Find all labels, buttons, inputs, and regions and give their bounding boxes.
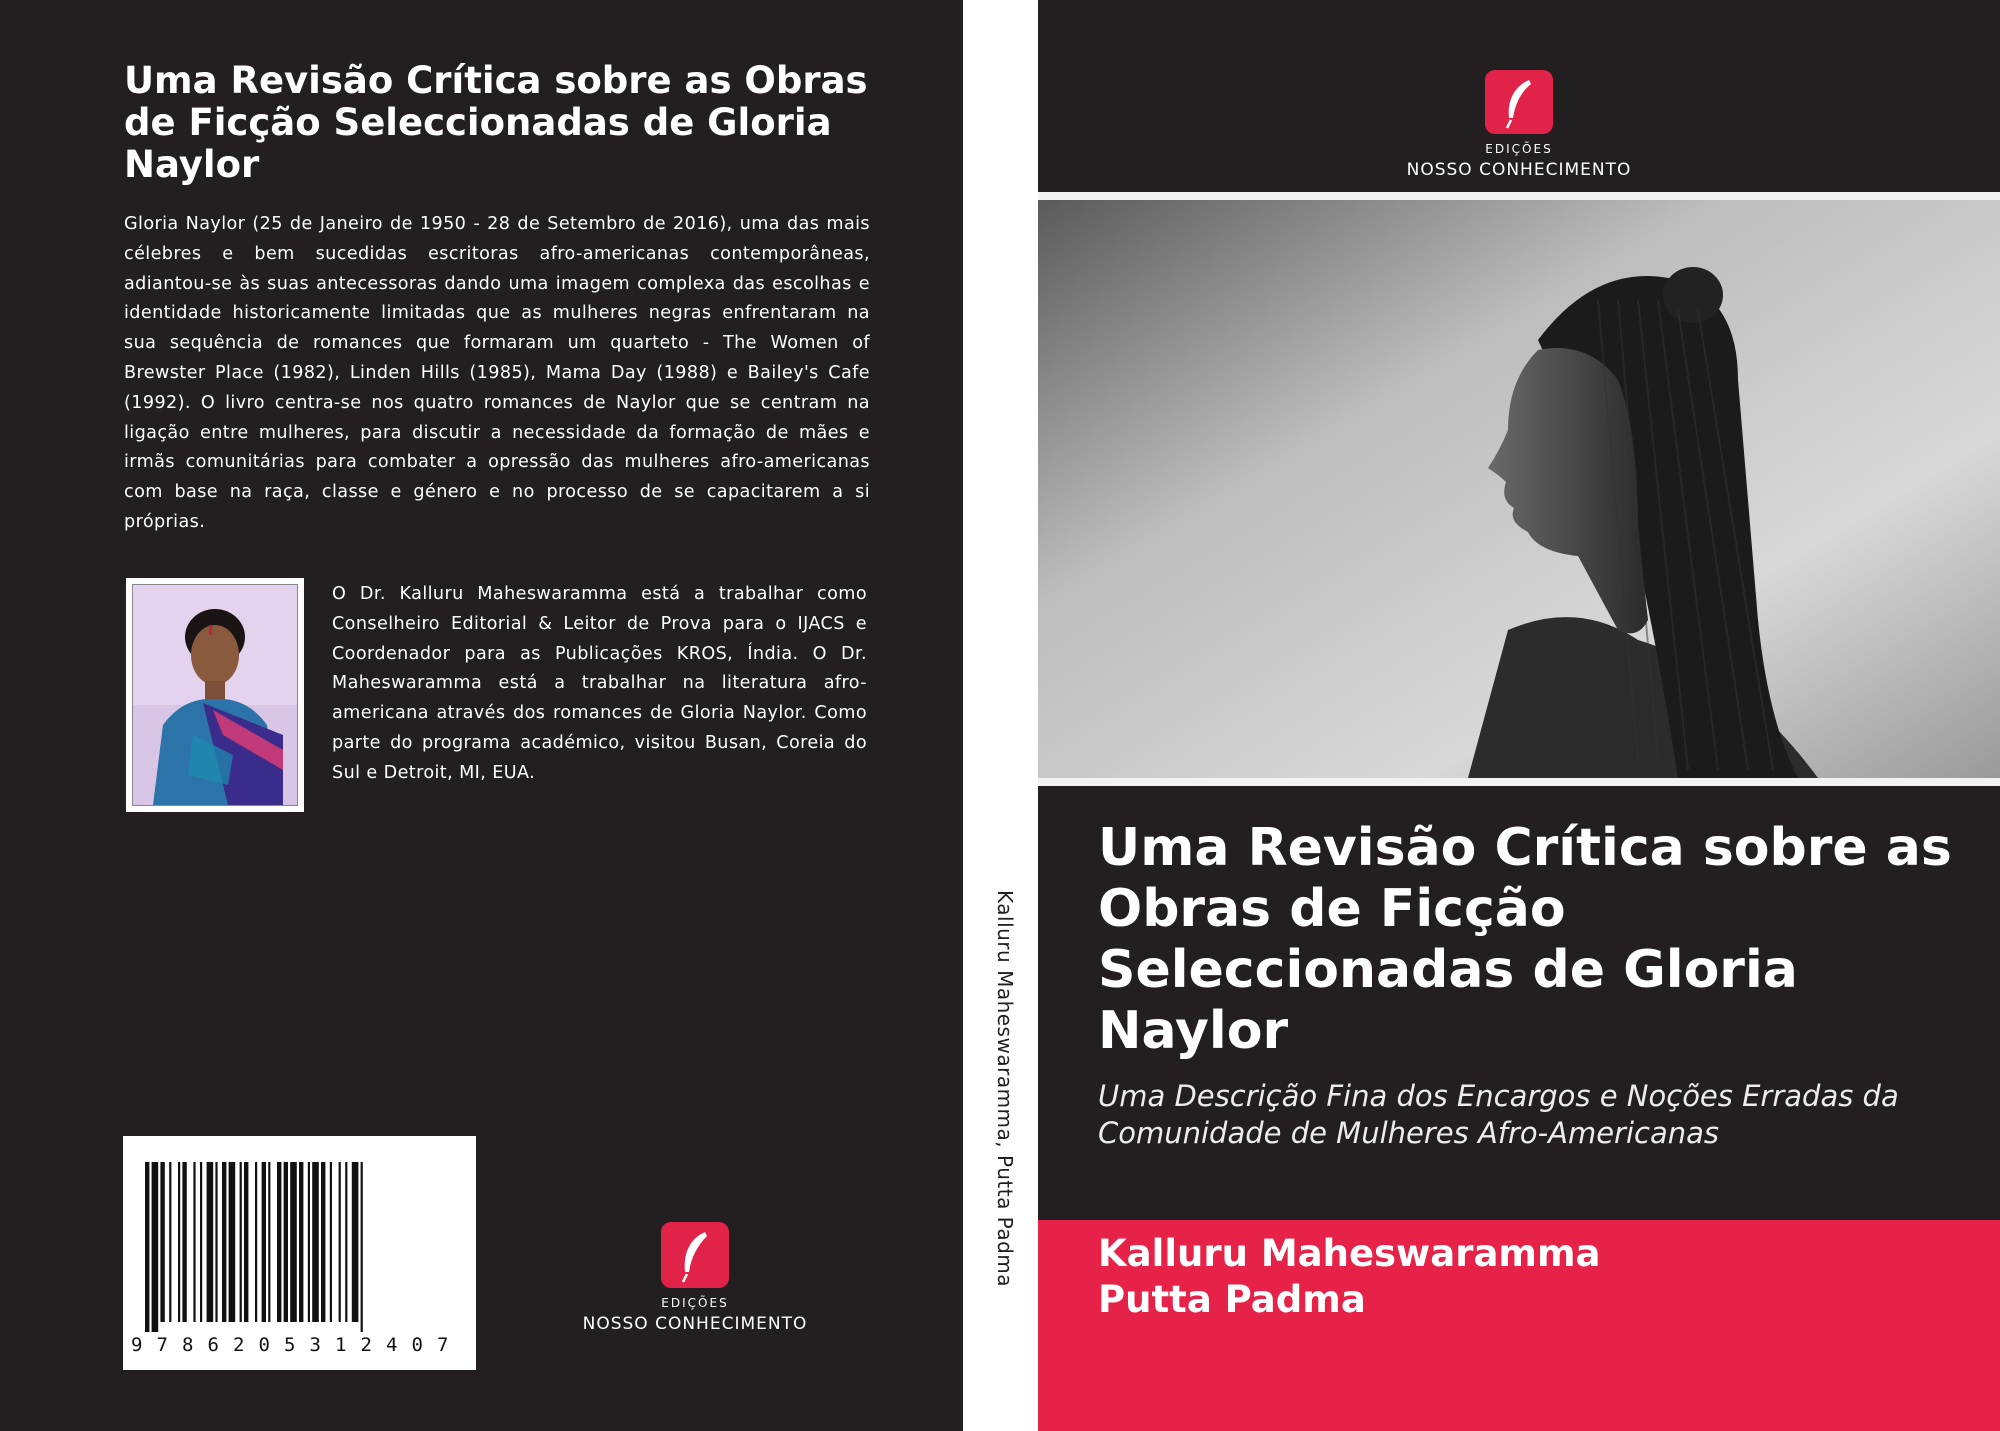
barcode-bar xyxy=(262,1162,266,1322)
isbn-digit: 9 xyxy=(131,1334,143,1356)
back-cover-title: Uma Revisão Crítica sobre as Obras de Ficção Seleccionadas de Gloria Naylor xyxy=(124,59,868,186)
barcode-bar xyxy=(321,1162,325,1322)
barcode-bar xyxy=(240,1162,242,1322)
barcode-icon xyxy=(123,1136,476,1336)
feather-logo-icon xyxy=(1485,70,1553,134)
isbn-digit: 2 xyxy=(233,1334,245,1356)
isbn-digit: 3 xyxy=(309,1334,321,1356)
isbn-number xyxy=(123,1334,476,1360)
author-name-2: Putta Padma xyxy=(1098,1278,1366,1321)
barcode-bar xyxy=(284,1162,288,1322)
barcode-bar xyxy=(215,1162,217,1322)
isbn-digit: 6 xyxy=(207,1334,219,1356)
isbn-digit: 2 xyxy=(360,1334,372,1356)
cover-portrait-image xyxy=(1038,200,2000,778)
barcode-bar xyxy=(152,1162,159,1332)
barcode-bar xyxy=(339,1162,341,1322)
barcode-bar xyxy=(255,1162,257,1322)
publisher-name: NOSSO CONHECIMENTO xyxy=(582,1314,808,1334)
barcode-bar xyxy=(182,1162,186,1322)
barcode-bar xyxy=(229,1162,236,1322)
barcode-bar xyxy=(277,1162,281,1322)
isbn-digit: 8 xyxy=(182,1334,194,1356)
barcode-bar xyxy=(268,1162,270,1322)
barcode-bar xyxy=(361,1162,363,1332)
isbn-digit: 0 xyxy=(258,1334,270,1356)
author-band xyxy=(1038,1220,2000,1431)
barcode-bar xyxy=(160,1162,164,1322)
isbn-digit: 1 xyxy=(335,1334,347,1356)
spine-label xyxy=(975,890,1025,1288)
isbn-digit: 5 xyxy=(284,1334,296,1356)
spine-authors: Kalluru Maheswaramma, Putta Padma xyxy=(993,890,1017,1288)
barcode-bar xyxy=(207,1162,214,1322)
publisher-edicoes: EDIÇÕES xyxy=(1485,142,1553,156)
cover-photo-frame xyxy=(1038,192,2000,786)
isbn-digit: 7 xyxy=(437,1334,449,1356)
barcode-bar xyxy=(222,1162,226,1322)
barcode-bar xyxy=(169,1162,171,1322)
front-cover-title: Uma Revisão Crítica sobre as Obras de Ficção Seleccionadas de Gloria Naylor xyxy=(1098,818,1952,1061)
barcode-bar xyxy=(193,1162,195,1322)
feather-logo-icon xyxy=(661,1222,729,1288)
back-cover-blurb: Gloria Naylor (25 de Janeiro de 1950 - 28 de Setembro de 2016), uma das mais célebres e bem sucedidas escritoras afro-americanas contemporâneas, adiantou-se às suas antecessoras dando uma imagem complexa das escolhas e identidade historicamente limitadas que as mulheres negras enfrentaram na sua sequência de romances que formaram um quarteto - The Women of Brewster Place (1982), Linden Hills (1985), Mama Day (1988) e Bailey's Cafe (1992). O livro centra-se nos quatro romances de Naylor que se centram na ligação entre mulheres, para discutir a necessidade da formação de mães e irmãs comunitárias para combater a opressão das mulheres afro-americanas com base na raça, classe e género e no processo de se capacitarem a si próprias. xyxy=(124,214,870,532)
barcode-bar xyxy=(299,1162,303,1322)
barcode-bar xyxy=(290,1162,297,1322)
author-bio: O Dr. Kalluru Maheswaramma está a trabalhar como Conselheiro Editorial & Leitor de Prova para o IJACS e Coordenador para as Publicações KROS, Índia. O Dr. Maheswaramma está a trabalhar na literatura afro-americana através dos romances de Gloria Naylor. Como parte do programa académico, visitou Busan, Coreia do Sul e Detroit, MI, EUA. xyxy=(332,584,867,783)
back-publisher-logo xyxy=(580,1222,810,1334)
isbn-digit: 0 xyxy=(411,1334,423,1356)
front-publisher-logo xyxy=(1384,70,1654,180)
barcode-bar xyxy=(345,1162,347,1322)
publisher-name: NOSSO CONHECIMENTO xyxy=(1406,160,1632,180)
front-cover xyxy=(1038,0,2000,1431)
barcode-bar xyxy=(330,1162,332,1322)
barcode-bar xyxy=(352,1162,359,1322)
barcode-bar xyxy=(200,1162,202,1322)
author-name-1: Kalluru Maheswaramma xyxy=(1098,1232,1601,1275)
author-photo xyxy=(126,578,304,812)
front-cover-subtitle: Uma Descrição Fina dos Encargos e Noções Erradas da Comunidade de Mulheres Afro-Americanas xyxy=(1098,1079,1899,1150)
barcode-bar xyxy=(312,1162,319,1322)
barcode-bar xyxy=(145,1162,149,1332)
back-cover xyxy=(0,0,963,1431)
isbn-digit: 4 xyxy=(386,1334,398,1356)
barcode-bar xyxy=(308,1162,310,1322)
publisher-edicoes: EDIÇÕES xyxy=(661,1296,729,1310)
barcode-bar xyxy=(244,1162,248,1322)
author-portrait-image xyxy=(133,585,297,805)
isbn-digit: 7 xyxy=(156,1334,168,1356)
isbn-barcode xyxy=(123,1136,476,1370)
barcode-bar xyxy=(178,1162,180,1322)
